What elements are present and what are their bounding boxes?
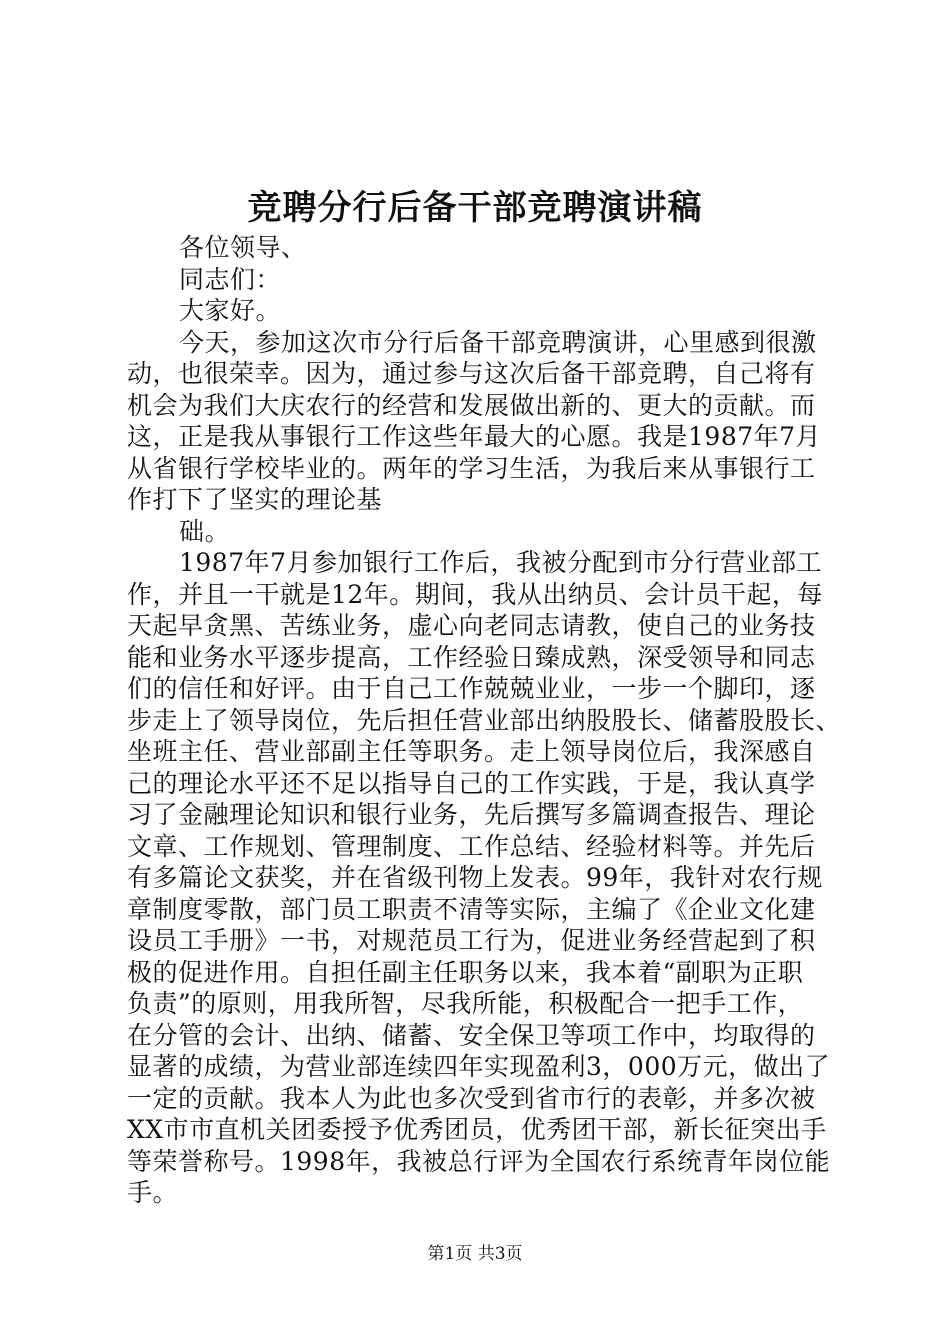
- paragraph-line: 1987年7月参加银行工作后，我被分配到市分行营业部工: [179, 548, 823, 577]
- paragraph-line: 础。: [179, 516, 231, 546]
- paragraph-line: 步走上了领导岗位，先后担任营业部出纳股股长、储蓄股股长、: [127, 705, 842, 735]
- document-title: 竞聘分行后备干部竞聘演讲稿: [247, 188, 703, 228]
- paragraph-line: 有多篇论文获奖，并在省级刊物上发表。99年，我针对农行规: [127, 863, 823, 892]
- paragraph-line: 这，正是我从事银行工作这些年最大的心愿。我是1987年7月: [127, 422, 822, 451]
- paragraph-line: 手。: [127, 1178, 179, 1207]
- paragraph-line: 一定的贡献。我本人为此也多次受到省市行的表彰，并多次被: [127, 1083, 816, 1113]
- paragraph-line: 坐班主任、营业部副主任等职务。走上领导岗位后，我深感自: [127, 737, 816, 766]
- paragraph-line: 能和业务水平逐步提高，工作经验日臻成熟，深受领导和同志: [127, 642, 816, 672]
- paragraph-line: 习了金融理论知识和银行业务，先后撰写多篇调查报告、理论: [127, 800, 816, 829]
- paragraph-line: 极的促进作用。自担任副主任职务以来，我本着“副职为正职: [127, 957, 804, 987]
- paragraph-line: 文章、工作规划、管理制度、工作总结、经验材料等。并先后: [127, 831, 816, 861]
- paragraph-line: 动，也很荣幸。因为，通过参与这次后备干部竞聘，自己将有: [127, 359, 816, 388]
- document-body: [127, 232, 842, 1209]
- paragraph-line: 天起早贪黑、苦练业务，虚心向老同志请教，使自己的业务技: [127, 611, 816, 640]
- paragraph-line: 章制度零散，部门员工职责不清等实际，主编了《企业文化建: [127, 894, 816, 924]
- salutation-line: 各位领导、: [179, 233, 307, 262]
- paragraph-line: 今天，参加这次市分行后备干部竞聘演讲，心里感到很激: [179, 327, 817, 357]
- paragraph-line: 们的信任和好评。由于自己工作兢兢业业，一步一个脚印，逐: [127, 674, 816, 703]
- paragraph-line: XX市市直机关团委授予优秀团员，优秀团干部，新长征突出手: [127, 1115, 827, 1144]
- salutation-line: 同志们：: [179, 264, 282, 294]
- page-number-footer: 第1页 共3页: [427, 1244, 523, 1264]
- paragraph-line: 从省银行学校毕业的。两年的学习生活，为我后来从事银行工: [127, 453, 816, 483]
- paragraph-line: 等荣誉称号。1998年，我被总行评为全国农行系统青年岗位能: [127, 1146, 831, 1176]
- paragraph-line: 己的理论水平还不足以指导自己的工作实践，于是，我认真学: [127, 768, 816, 798]
- paragraph-line: 作打下了坚实的理论基: [127, 485, 383, 514]
- paragraph-line: 负责”的原则，用我所智，尽我所能，积极配合一把手工作，: [127, 989, 804, 1018]
- greeting-line: 大家好。: [179, 296, 282, 325]
- paragraph-line: 机会为我们大庆农行的经营和发展做出新的、更大的贡献。而: [127, 390, 816, 420]
- paragraph-line: 在分管的会计、出纳、储蓄、安全保卫等项工作中，均取得的: [127, 1020, 816, 1050]
- paragraph-line: 作，并且一干就是12年。期间，我从出纳员、会计员干起，每: [127, 579, 823, 609]
- paragraph-line: 显著的成绩，为营业部连续四年实现盈利3，000万元，做出了: [127, 1052, 831, 1081]
- paragraph-line: 设员工手册》一书，对规范员工行为，促进业务经营起到了积: [127, 926, 816, 955]
